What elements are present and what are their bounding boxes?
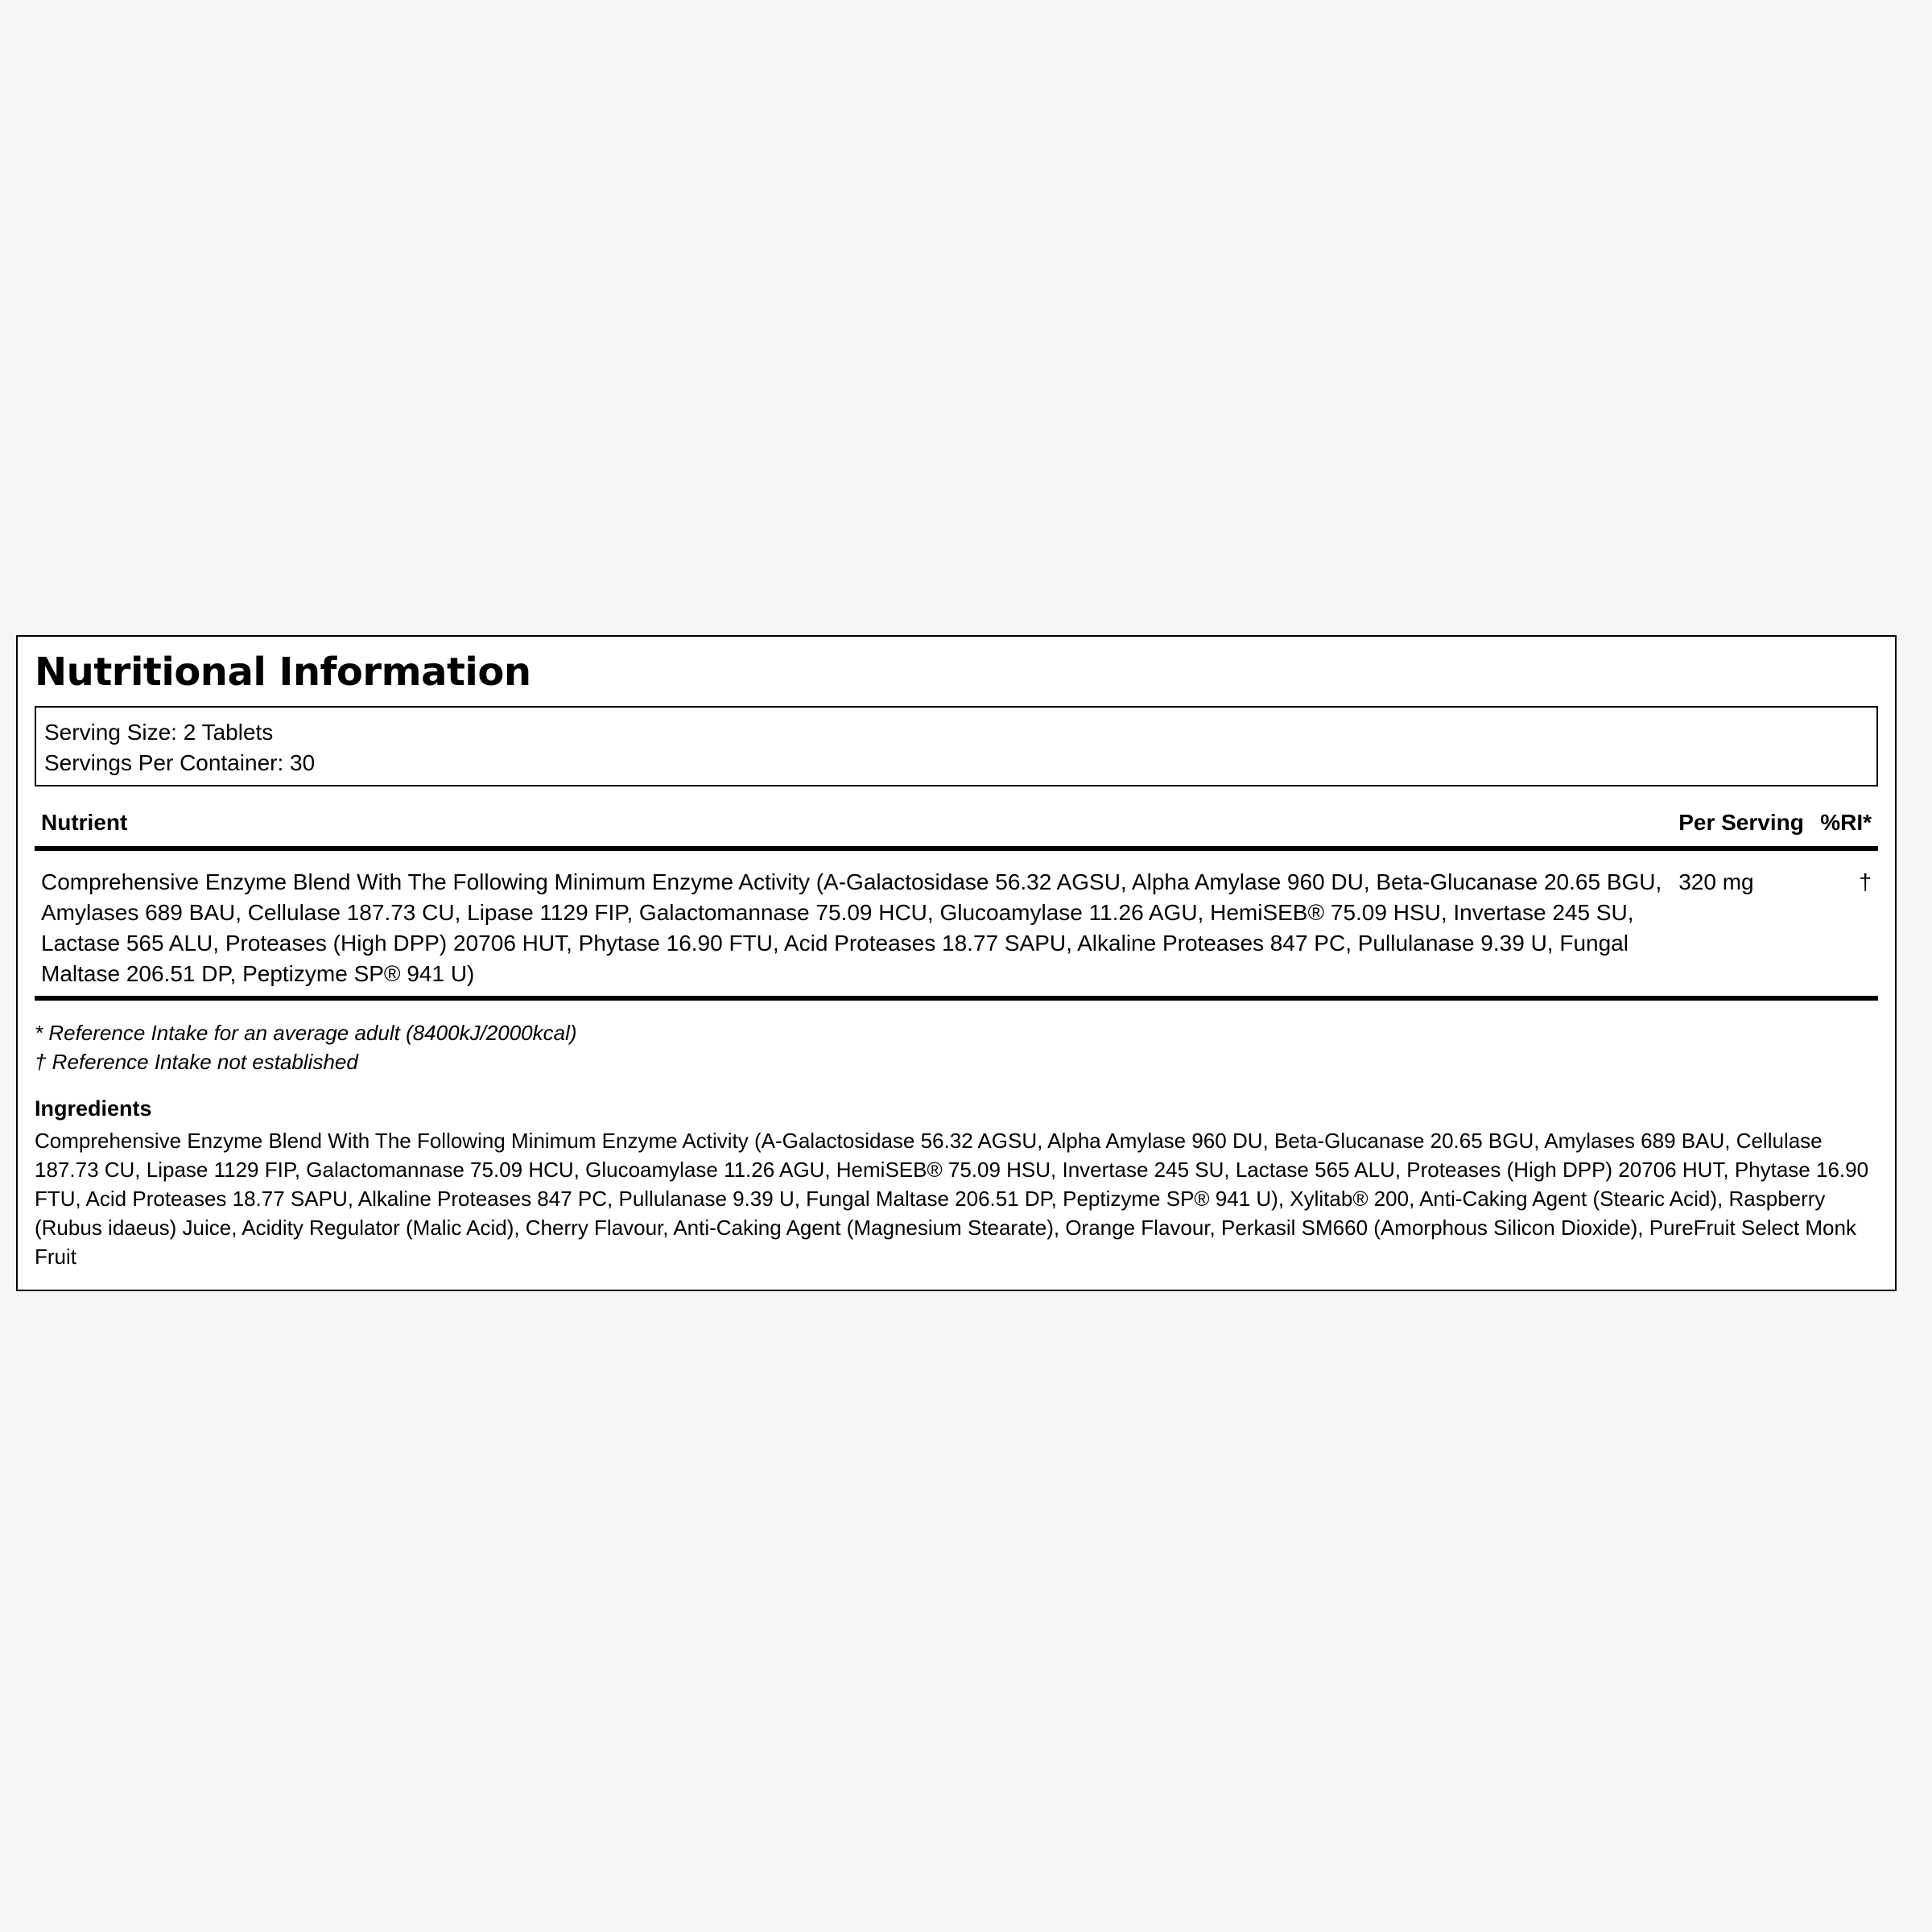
footnotes — [35, 1018, 1878, 1076]
nutrition-panel — [16, 635, 1897, 1291]
header-nutrient: Nutrient — [35, 806, 1672, 848]
ingredients-heading: Ingredients — [35, 1096, 152, 1121]
ingredients-text: Comprehensive Enzyme Blend With The Following Minimum Enzyme Activity (A-Galactosidase 56.32 AGSU, Alpha Amylase 960 DU, Beta-Glucanase 20.65 BGU, Amylases 689 BAU, Cellulase 187.73 CU, Lipase 1129 FIP, Galactomannase 75.09 HCU, Glucoamylase 11.26 AGU, HemiSEB® 75.09 HSU, Invertase 245 SU, Lactase 565 ALU, Proteases (High DPP) 20706 HUT, Phytase 16.90 FTU, Acid Proteases 18.77 SAPU, Alkaline Proteases 847 PC, Pullulanase 9.39 U, Fungal Maltase 206.51 DP, Peptizyme SP® 941 U), Xylitab® 200, Anti-Caking Agent (Stearic Acid), Raspberry (Rubus idaeus) Juice, Acidity Regulator (Malic Acid), Cherry Flavour, Anti-Caking Agent (Magnesium Stearate), Orange Flavour, Perkasil SM660 (Amorphous Silicon Dioxide), PureFruit Select Monk Fruit — [35, 1129, 1869, 1269]
serving-info-box — [35, 706, 1878, 786]
table-row — [35, 848, 1878, 998]
ri-value: † — [1814, 848, 1878, 998]
serving-size: Serving Size: 2 Tablets — [44, 720, 274, 745]
nutrient-table — [35, 806, 1878, 1001]
panel-title: Nutritional Information — [35, 650, 531, 695]
nutrient-name: Comprehensive Enzyme Blend With The Following Minimum Enzyme Activity (A-Galactosidase 56.32 AGSU, Alpha Amylase 960 DU, Beta-Glucanase 20.65 BGU, Amylases 689 BAU, Cellulase 187.73 CU, Lipase 1129 FIP, Galactomannase 75.09 HCU, Glucoamylase 11.26 AGU, HemiSEB® 75.09 HSU, Invertase 245 SU, Lactase 565 ALU, Proteases (High DPP) 20706 HUT, Phytase 16.90 FTU, Acid Proteases 18.77 SAPU, Alkaline Proteases 847 PC, Pullulanase 9.39 U, Fungal Maltase 206.51 DP, Peptizyme SP® 941 U) — [35, 848, 1672, 998]
footnote-not-established: † Reference Intake not established — [35, 1050, 358, 1074]
per-serving-value: 320 mg — [1672, 848, 1814, 998]
header-per-serving: Per Serving — [1672, 806, 1814, 848]
table-header-row — [35, 806, 1878, 848]
footnote-reference-intake: * Reference Intake for an average adult (8400kJ/2000kcal) — [35, 1021, 577, 1045]
header-ri: %RI* — [1814, 806, 1878, 848]
servings-per-container: Servings Per Container: 30 — [44, 750, 316, 775]
